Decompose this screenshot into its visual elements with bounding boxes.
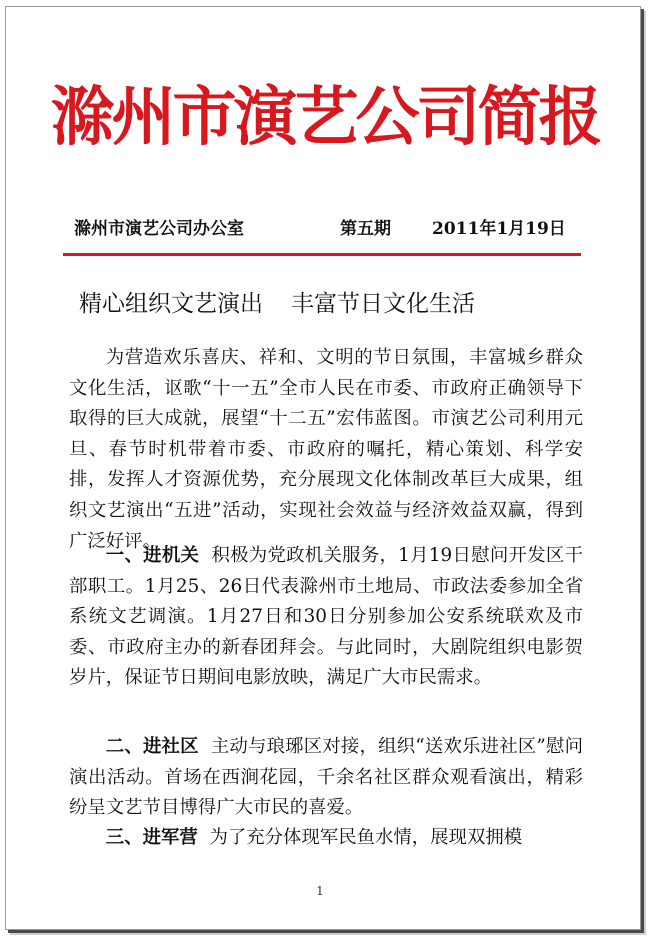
article-paragraph-intro — [69, 343, 583, 557]
page-number: 1 — [316, 884, 324, 898]
section-heading: 一、进机关 — [105, 545, 200, 566]
masthead-red-rule — [63, 253, 581, 256]
issue-number: 第五期 — [340, 219, 391, 239]
section-heading: 二、进社区 — [105, 736, 199, 757]
article-title-right: 丰富节日文化生活 — [291, 291, 475, 317]
article-title — [79, 289, 475, 319]
article-title-left: 精心组织文艺演出 — [79, 291, 263, 317]
article-paragraph-section-1 — [69, 541, 583, 694]
issuing-office: 滁州市演艺公司办公室 — [74, 219, 244, 239]
section-heading: 三、进军营 — [105, 827, 198, 848]
article-paragraph-section-2 — [69, 732, 583, 824]
article-paragraph-section-3 — [69, 823, 583, 854]
issue-date: 2011年1月19日 — [432, 219, 566, 239]
paragraph-text: 主动与琅琊区对接，组织“送欢乐进社区”慰问演出活动。首场在西涧花园，千余名社区群众观看演出，精彩纷呈文艺节目博得广大市民的喜爱。 — [69, 736, 583, 819]
newsletter-masthead-title: 滁州市演艺公司简报 — [50, 81, 600, 155]
paragraph-text: 积极为党政机关服务，1月19日慰问开发区干部职工。1月25、26日代表滁州市土地局、市政法委参加全省系统文艺调演。1月27日和30日分别参加公安系统联欢及市委、市政府主办的新春团拜会。与此同时，大剧院组织电影贺岁片，保证节日期间电影放映，满足广大市民需求。 — [69, 545, 583, 689]
paragraph-text: 为营造欢乐喜庆、祥和、文明的节日氛围，丰富城乡群众文化生活，讴歌“十一五”全市人民在市委、市政府正确领导下取得的巨大成就，展望“十二五”宏伟蓝图。市演艺公司利用元旦、春节时机带着市委、市政府的嘱托，精心策划、科学安排，发挥人才资源优势，充分展现文化体制改革巨大成果，组织文艺演出“五进”活动，实现社会效益与经济效益双赢，得到广泛好评。 — [69, 347, 583, 552]
paragraph-text: 为了充分体现军民鱼水情，展现双拥模 — [209, 827, 523, 848]
